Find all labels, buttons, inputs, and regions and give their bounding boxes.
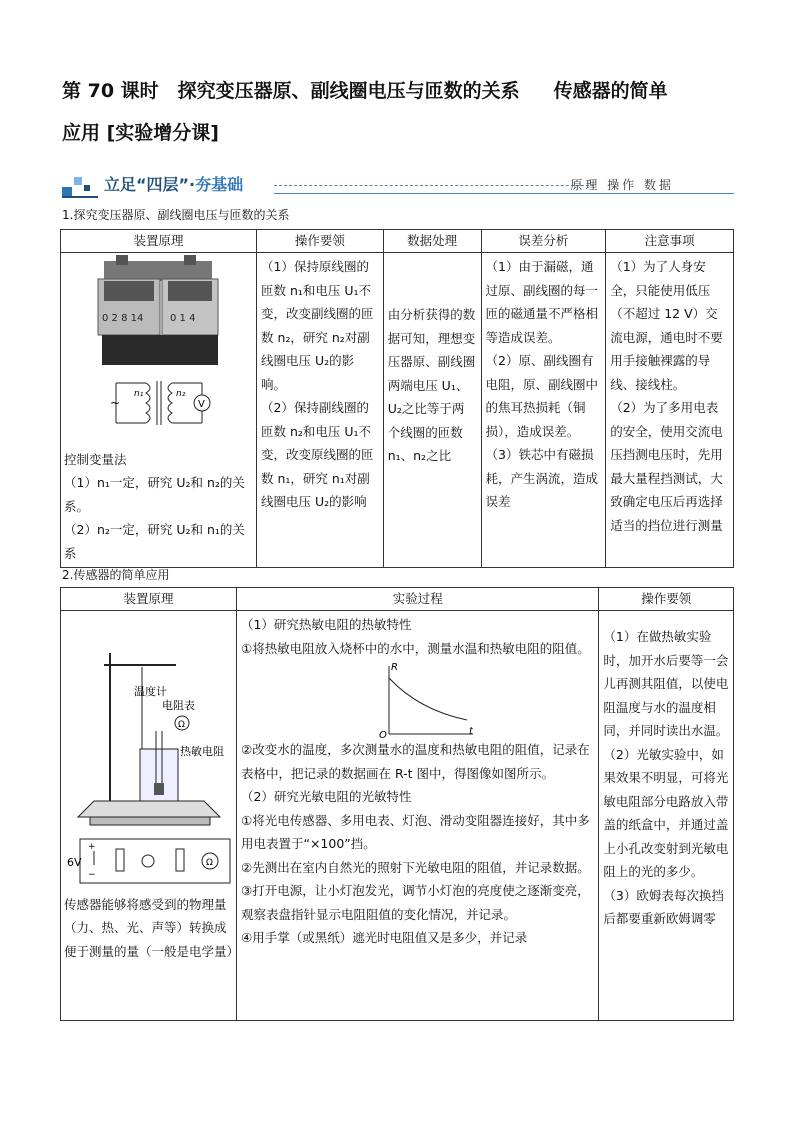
header-device: 装置原理 — [61, 230, 257, 253]
data-text: 由分析获得的数据可知，理想变压器原、副线圈两端电压 U₁、U₂之比等于两个线圈的匝数 n₁、n₂之比 — [387, 307, 476, 463]
svg-text:n₁: n₁ — [134, 389, 144, 399]
svg-text:V: V — [198, 399, 205, 410]
graph-y-label: R — [390, 662, 398, 673]
device-text-3: （2）n₂一定，研究 U₂和 n₁的关系 — [64, 522, 245, 561]
section-banner — [60, 171, 734, 199]
op2-3: （3）欧姆表每次换挡后都要重新欧姆调零 — [603, 887, 724, 926]
device-cell — [61, 253, 257, 568]
svg-text:~: ~ — [110, 396, 121, 410]
primary-scale-text: 0 2 8 14 — [102, 313, 144, 324]
header2-device: 装置原理 — [61, 588, 237, 611]
ohmmeter-label: 电阻表 — [162, 699, 195, 712]
section1-row — [61, 253, 734, 568]
error-3: （3）铁芯中有磁损耗，产生涡流，造成误差 — [485, 447, 599, 509]
note-2: （2）为了多用电表的安全，使用交流电压挡测电压时，先用最大量程挡测试，大致确定电压后再选择适当的挡位进行测量 — [610, 400, 723, 533]
banner-logo-icon — [60, 171, 100, 199]
header-data: 数据处理 — [383, 230, 481, 253]
plus-sign: + — [88, 842, 96, 852]
banner-label-a: 立足“四层”· — [104, 175, 196, 194]
device2-text: 传感器能够将感受到的物理量（力、热、光、声等）转换成便于测量的量（一般是电学量） — [64, 896, 240, 959]
title-part-3: 应用 [实验增分课] — [62, 122, 219, 144]
transformer-figure — [64, 255, 252, 440]
title-part-2: 传感器的简单 — [553, 80, 668, 102]
process-8: ④用手掌（或黑纸）遮光时电阻值又是多少，并记录 — [240, 930, 528, 945]
section2-heading: 2.传感器的简单应用 — [62, 568, 170, 582]
process-1: （1）研究热敏电阻的热敏特性 — [240, 617, 412, 632]
operation-1: （1）保持原线圈的匝数 n₁和电压 U₁不变，改变副线圈的匝数 n₂，研究 n₂对副线圈电压 U₂的影响。 — [260, 259, 374, 392]
page-title — [62, 70, 742, 154]
process-7: ③打开电源，让小灯泡发光，调节小灯泡的亮度使之逐渐变亮，观察表盘指针显示电阻阻值的变化情况，并记录。 — [240, 883, 590, 922]
secondary-scale-text: 0 1 4 — [170, 313, 196, 324]
section1-heading: 1.探究变压器原、副线圈电压与匝数的关系 — [62, 208, 290, 222]
section2-table — [60, 587, 734, 1021]
operation-2: （2）保持副线圈的匝数 n₂和电压 U₁不变，改变原线圈的匝数 n₁，研究 n₁对副线圈电压 U₂的影响 — [260, 400, 374, 509]
process-4: （2）研究光敏电阻的光敏特性 — [240, 789, 412, 804]
banner-tags: 原理 操作 数据 — [570, 178, 674, 192]
ohm-symbol: Ω — [178, 720, 185, 730]
title-part-1: 第 70 课时 探究变压器原、副线圈电压与匝数的关系 — [62, 80, 520, 102]
voltage-label: 6V — [67, 856, 82, 869]
section1-table — [60, 229, 734, 568]
device-text-1: 控制变量法 — [64, 451, 127, 467]
process-cell — [236, 611, 598, 1021]
error-cell — [481, 253, 606, 568]
rt-graph — [379, 660, 479, 738]
note-1: （1）为了人身安全，只能使用低压（不超过 12 V）交流电源，通电时不要用手接触裸露的导线、接线柱。 — [610, 259, 723, 392]
graph-x-label: t — [468, 726, 473, 737]
device-text-2: （1）n₁一定，研究 U₂和 n₂的关系。 — [64, 475, 245, 514]
sensor-figure — [64, 613, 232, 885]
notes-cell — [606, 253, 734, 568]
header-notes: 注意事项 — [606, 230, 734, 253]
banner-label — [104, 172, 243, 195]
op2-1: （1）在做热敏实验时，加开水后要等一会儿再测其阻值，以使电阻温度与水的温度相同，并同时读出水温。 — [603, 629, 729, 738]
header2-operation: 操作要领 — [599, 588, 734, 611]
section2-header-row — [61, 588, 734, 611]
banner-label-b: 夯基础 — [195, 175, 244, 194]
thermistor-label: 热敏电阻 — [180, 745, 224, 758]
banner-dashed-line — [274, 185, 594, 186]
process-2: ①将热敏电阻放入烧杯中的水中，测量水温和热敏电阻的阻值。 — [240, 640, 590, 656]
header2-process: 实验过程 — [236, 588, 598, 611]
device2-cell — [61, 611, 240, 1021]
section1-header-row — [61, 230, 734, 253]
op2-2: （2）光敏实验中，如果效果不明显，可将光敏电阻部分电路放入带盖的纸盒中，并通过盖上小孔改变射到光敏电阻上的光的多少。 — [603, 746, 729, 879]
error-1: （1）由于漏磁，通过原、副线圈的每一匝的磁通量不严格相等造成误差。 — [485, 259, 599, 345]
thermometer-label: 温度计 — [134, 685, 167, 698]
process-5: ①将光电传感器、多用电表、灯泡、滑动变阻器连接好，其中多用电表置于“×100”挡。 — [240, 812, 590, 851]
error-2: （2）原、副线圈有电阻，原、副线圈中的焦耳热损耗（铜损），造成误差。 — [485, 353, 599, 439]
svg-text:n₂: n₂ — [176, 389, 186, 399]
operation-cell — [256, 253, 383, 568]
graph-origin: O — [378, 730, 387, 738]
ohm-symbol-2: Ω — [206, 858, 213, 868]
header-error: 误差分析 — [481, 230, 606, 253]
process-6: ②先测出在室内自然光的照射下光敏电阻的阻值，并记录数据。 — [240, 859, 590, 875]
process-3: ②改变水的温度，多次测量水的温度和热敏电阻的阻值，记录在表格中，把记录的数据画在 R-t 图中，得图像如图所示。 — [240, 742, 590, 781]
section2-row — [61, 611, 734, 1021]
banner-rule — [274, 193, 734, 194]
header-operation: 操作要领 — [256, 230, 383, 253]
minus-sign: − — [88, 870, 96, 880]
operation2-cell — [599, 611, 734, 1021]
data-cell — [383, 253, 481, 568]
